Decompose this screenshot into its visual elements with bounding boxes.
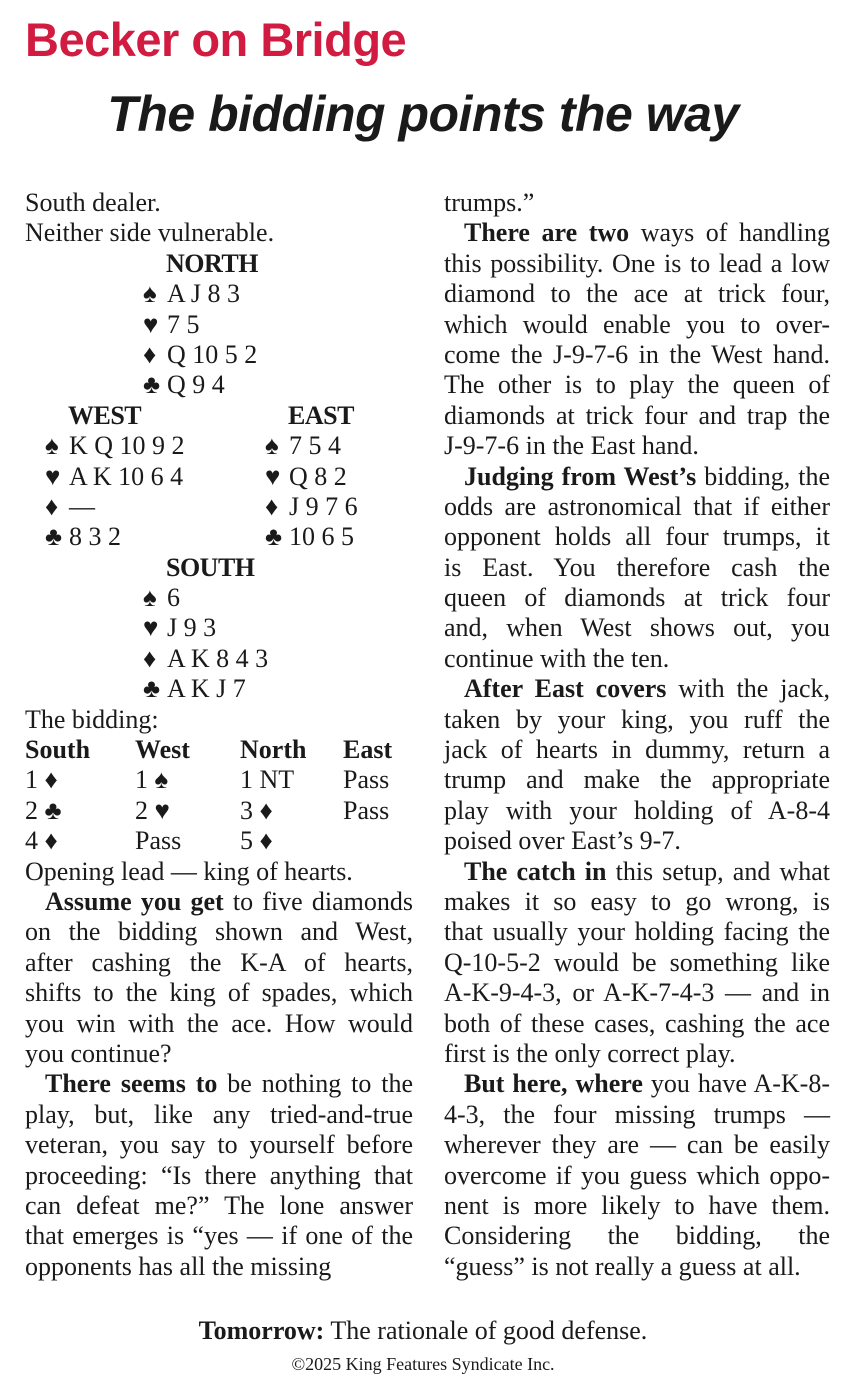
tomorrow-teaser (0, 1314, 846, 1348)
article-line: shifts to the king of spades, which (25, 978, 413, 1008)
paragraph-lead-in: But here, where (464, 1069, 643, 1099)
bidding-header-west: West (135, 735, 190, 765)
article-line: come the J-9-7-6 in the West hand. (444, 339, 830, 369)
spade-icon: ♠ (143, 583, 157, 613)
article-line: after cashing the K-A of hearts, (25, 947, 413, 977)
left-column (25, 188, 413, 1282)
east-hearts: ♥ Q 8 2 (265, 461, 347, 491)
article-line: After East covers with the jack, (464, 674, 830, 704)
article-line: diamonds at trick four and trap the (444, 400, 830, 430)
tomorrow-label: Tomorrow: (198, 1316, 325, 1345)
article-headline: The bidding points the way (107, 86, 739, 142)
article-line: wherever they are — can be easily (444, 1130, 830, 1160)
bid: 2 ♣ (25, 795, 62, 825)
copyright: ©2025 King Features Syndicate Inc. (291, 1354, 555, 1374)
article-line: J-9-7-6 in the East hand. (444, 431, 699, 461)
article-line: The other is to play the queen of (444, 370, 830, 400)
diamond-icon: ♦ (143, 339, 157, 369)
east-clubs: ♣ 10 6 5 (265, 522, 354, 552)
diamond-icon: ♦ (265, 491, 279, 521)
spade-icon: ♠ (45, 431, 59, 461)
article-line: The catch in this setup, and what (464, 856, 830, 886)
article-right-text (444, 188, 830, 1282)
bidding-header-east: East (343, 735, 393, 765)
article-left-text (25, 887, 413, 1282)
east-label: EAST (288, 400, 354, 430)
article-line: can defeat me?” The lone answer (25, 1190, 413, 1220)
article-line: which would enable you to over- (444, 309, 830, 339)
bid: Pass (343, 765, 390, 795)
article-line: Q-10-5-2 would be something like (444, 947, 830, 977)
paragraph-lead-in: After East covers (464, 674, 667, 704)
bid: 1 NT (240, 765, 295, 795)
spade-icon: ♠ (143, 279, 157, 309)
bid: 4 ♦ (25, 826, 58, 856)
article-line: There seems to be nothing to the (45, 1069, 413, 1099)
article-line: overcome if you guess which oppo- (444, 1160, 830, 1190)
east-diamonds: ♦ J 9 7 6 (265, 491, 358, 521)
article-line: makes it so easy to go wrong, is (444, 886, 830, 916)
bidding-table (25, 705, 413, 857)
west-clubs: ♣ 8 3 2 (45, 522, 121, 552)
club-icon: ♣ (265, 522, 283, 552)
article-line: first is the only correct play. (444, 1038, 736, 1068)
bid: 2 ♥ (135, 795, 170, 825)
paragraph-lead-in: Assume you get (45, 886, 224, 916)
tomorrow-text: The rationale of good defense. (324, 1316, 648, 1345)
article-line: is East. You therefore cash the (444, 552, 830, 582)
article-line: Judging from West’s bidding, the (464, 461, 830, 491)
north-clubs: ♣ Q 9 4 (143, 370, 225, 400)
article-line: opponent holds all four trumps, it (444, 522, 830, 552)
north-spades: ♠ A J 8 3 (143, 279, 240, 309)
bid: Pass (343, 795, 390, 825)
article-line: Considering the bidding, the (444, 1221, 830, 1251)
east-spades: ♠ 7 5 4 (265, 431, 341, 461)
article-line: you win with the ace. How would (25, 1008, 413, 1038)
article-line: jack of hearts in dummy, return a (444, 735, 830, 765)
west-spades: ♠ K Q 10 9 2 (45, 431, 185, 461)
article-line: poised over East’s 9-7. (444, 826, 681, 856)
article-line: on the bidding shown and West, (25, 917, 413, 947)
article-line: this possibility. One is to lead a low (444, 248, 830, 278)
article-line: opponents has all the missing (25, 1251, 332, 1281)
bidding-label: The bidding: (25, 704, 159, 734)
paragraph-lead-in: There seems to (45, 1069, 218, 1099)
spade-icon: ♠ (265, 431, 279, 461)
article-line: both of these cases, cashing the ace (444, 1008, 830, 1038)
heart-icon: ♥ (265, 461, 281, 491)
vulnerability-line: Neither side vulnerable. (25, 218, 275, 248)
west-label: WEST (68, 400, 142, 430)
article-line: queen of diamonds at trick four (444, 583, 830, 613)
club-icon: ♣ (143, 370, 161, 400)
article-line: taken by your king, you ruff the (444, 704, 830, 734)
bid: Pass (135, 826, 182, 856)
article-line: trump and make the appropriate (444, 765, 830, 795)
article-line: But here, where you have A-K-8- (464, 1069, 830, 1099)
west-diamonds: ♦ — (45, 491, 95, 521)
right-column (444, 188, 830, 1282)
paragraph-lead-in: There are two (464, 218, 630, 248)
bidding-header-north: North (240, 735, 307, 765)
south-hearts: ♥ J 9 3 (143, 613, 217, 643)
article-line: There are two ways of handling (464, 218, 830, 248)
article-line: you continue? (25, 1038, 172, 1068)
heart-icon: ♥ (45, 461, 61, 491)
club-icon: ♣ (143, 674, 161, 704)
dealer-line: South dealer. (25, 188, 161, 217)
article-line: odds are astronomical that if either (444, 491, 830, 521)
club-icon: ♣ (45, 522, 63, 552)
column-title: Becker on Bridge (25, 13, 407, 66)
bid: 3 ♦ (240, 795, 273, 825)
bidding-row (25, 796, 413, 826)
deal-diagram (25, 249, 413, 705)
article-line: 4-3, the four missing trumps — (444, 1099, 830, 1129)
heart-icon: ♥ (143, 613, 159, 643)
article-line: diamond to the ace at trick four, (444, 279, 830, 309)
bidding-header-row (25, 735, 413, 765)
diamond-icon: ♦ (45, 491, 59, 521)
article-line: and, when West shows out, you (444, 613, 830, 643)
bidding-header-south: South (25, 735, 91, 765)
bidding-row (25, 765, 413, 795)
bid: 1 ♠ (135, 765, 169, 795)
paragraph-lead-in: Judging from West’s (464, 461, 697, 491)
north-hearts: ♥ 7 5 (143, 309, 200, 339)
opening-lead: Opening lead — king of hearts. (25, 856, 353, 886)
west-hearts: ♥ A K 10 6 4 (45, 461, 184, 491)
article-line: play with your holding of A-8-4 (444, 795, 830, 825)
article-line: trumps.” (444, 188, 535, 217)
north-diamonds: ♦ Q 10 5 2 (143, 339, 258, 369)
article-line: continue with the ten. (444, 643, 670, 673)
bid: 5 ♦ (240, 826, 273, 856)
article-line: veteran, you say to yourself before (25, 1130, 413, 1160)
south-label: SOUTH (166, 552, 255, 582)
article-line: Assume you get to five diamonds (45, 886, 413, 916)
north-label: NORTH (166, 248, 258, 278)
article-line: proceeding: “Is there anything that (25, 1160, 413, 1190)
article-line: play, but, like any tried-and-true (25, 1099, 413, 1129)
diamond-icon: ♦ (143, 643, 157, 673)
south-spades: ♠ 6 (143, 583, 180, 613)
heart-icon: ♥ (143, 309, 159, 339)
article-line: nent is more likely to have them. (444, 1190, 830, 1220)
bid: 1 ♦ (25, 765, 58, 795)
article-line: that emerges is “yes — if one of the (25, 1221, 413, 1251)
south-clubs: ♣ A K J 7 (143, 674, 246, 704)
paragraph-lead-in: The catch in (464, 856, 607, 886)
article-line: “guess” is not really a guess at all. (444, 1251, 801, 1281)
bidding-row (25, 826, 413, 856)
article-line: that usually your holding facing the (444, 917, 830, 947)
article-line: A-K-9-4-3, or A-K-7-4-3 — and in (444, 978, 830, 1008)
south-diamonds: ♦ A K 8 4 3 (143, 643, 269, 673)
